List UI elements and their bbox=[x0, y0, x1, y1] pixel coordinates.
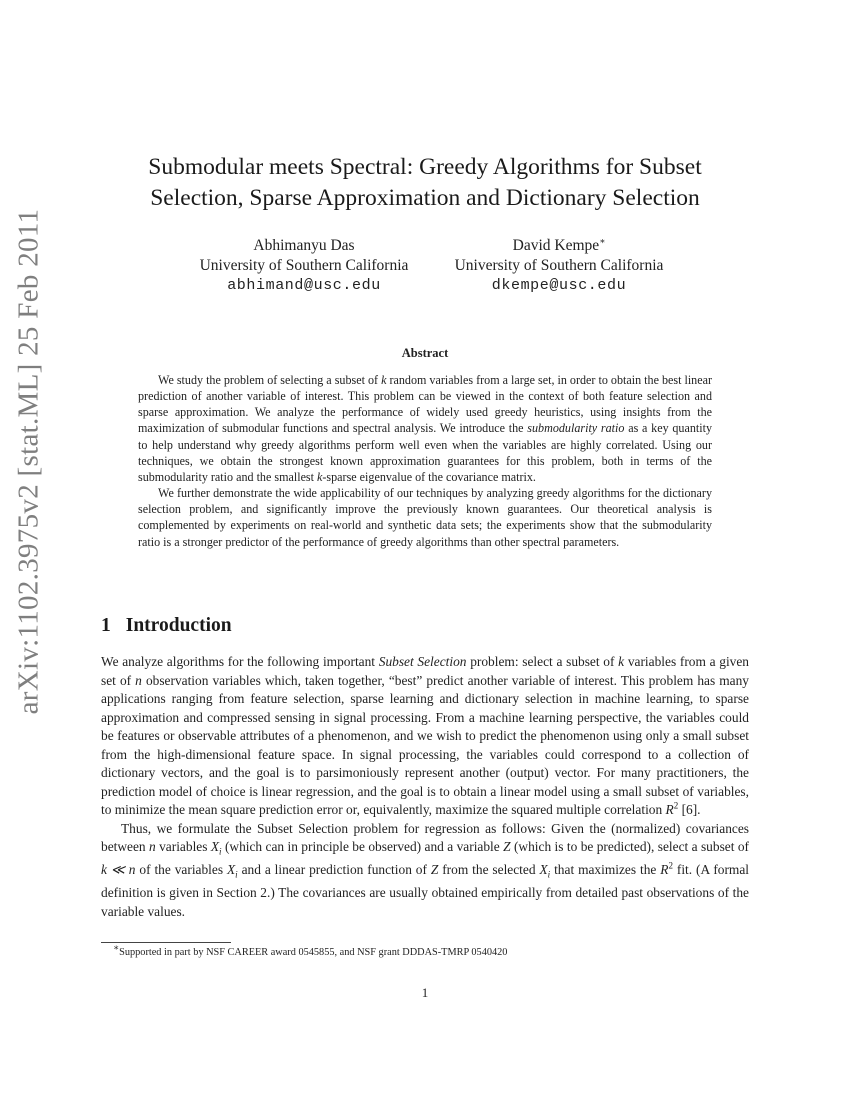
footnote-divider bbox=[101, 942, 231, 943]
introduction-body bbox=[101, 653, 749, 921]
author-affiliation: University of Southern California bbox=[454, 257, 664, 274]
author-affiliation: University of Southern California bbox=[199, 257, 409, 274]
paper-title: Submodular meets Spectral: Greedy Algorithms for Subset Selection, Sparse Approximation and Dictionary Selection bbox=[148, 154, 702, 211]
intro-paragraph-2: Thus, we formulate the Subset Selection problem for regression as follows: Given the (normalized) covariances between n variables $X_i$ (which can in principle be observed) and a variable Z (which is to be predicted), select a subset of k ≪ n of the variables $X_i$ and a linear prediction function of Z from the selected $X_i$ that maximizes the $R^2$ fit. (A formal definition is given in Section 2.) The covariances are usually obtained empirically from detailed past observations of the variable values. bbox=[101, 820, 750, 919]
author-block-2 bbox=[424, 236, 694, 296]
author-block-1 bbox=[150, 236, 458, 296]
author-email[interactable]: dkempe@usc.edu bbox=[491, 277, 627, 294]
abstract-paragraph-2: We further demonstrate the wide applicability of our techniques by analyzing greedy algorithms for the dictionary selection problem, and significantly improve the previously known guarantees. Our theoretical analysis is complemented by experiments on real-world and synthetic data sets; the experiments show that the submodularity ratio is a stronger predictor of the performance of greedy algorithms than other spectral parameters. bbox=[138, 486, 712, 549]
abstract-heading: Abstract bbox=[401, 346, 449, 360]
arxiv-sidebar bbox=[2, 208, 56, 714]
footnote: ∗Supported in part by NSF CAREER award 0545855, and NSF grant DDDAS-TMRP 0540420 bbox=[113, 942, 508, 958]
arxiv-identifier: arXiv:1102.3975v2 [stat.ML] 25 Feb 2011 bbox=[12, 208, 45, 714]
author-email[interactable]: abhimand@usc.edu bbox=[227, 277, 381, 294]
abstract-body bbox=[138, 372, 712, 550]
emphasis: submodularity ratio bbox=[527, 421, 625, 436]
author-name: Abhimanyu Das bbox=[253, 237, 355, 254]
emphasis: Subset Selection bbox=[378, 654, 467, 669]
author-name: David Kempe∗ bbox=[512, 235, 606, 254]
abstract-paragraph-1: We study the problem of selecting a subset of k random variables from a large set, in order to obtain the best linear prediction of another variable of interest. This problem can be viewed in the context of both feature selection and sparse approximation. We analyze the performance of widely used greedy heuristics, using insights from the maximization of submodular functions and spectral analysis. We introduce the submodularity ratio as a key quantity to help understand why greedy algorithms perform well even when the variables are highly correlated. Using our techniques, we obtain the strongest known approximation guarantees for this problem, both in terms of the submodularity ratio and the smallest k-sparse eigenvalue of the covariance matrix. bbox=[138, 373, 712, 484]
page-number: 1 bbox=[421, 985, 429, 1000]
intro-paragraph-1: We analyze algorithms for the following important Subset Selection problem: select a subset of k variables from a given set of n observation variables which, taken together, “best” predict another variable of interest. This problem has many applications ranging from feature selection, sparse learning and dictionary selection in machine learning, to sparse approximation and compressed sensing in signal processing. From a machine learning perspective, the variables could be features or observable attributes of a phenomenon, and we wish to predict the phenomenon using only a small subset from the high-dimensional feature space. In signal processing, the variables could correspond to a collection of dictionary vectors, and the goal is to parsimoniously represent another (output) vector. For many practitioners, the prediction model of choice is linear regression, and the goal is to obtain a linear model using a small subset of variables, to minimize the mean square prediction error or, equivalently, maximize the squared multiple correlation $R^2$ [6]. bbox=[101, 654, 750, 817]
footnote-marker: ∗ bbox=[599, 235, 606, 246]
section-heading: 1 Introduction bbox=[101, 615, 232, 636]
